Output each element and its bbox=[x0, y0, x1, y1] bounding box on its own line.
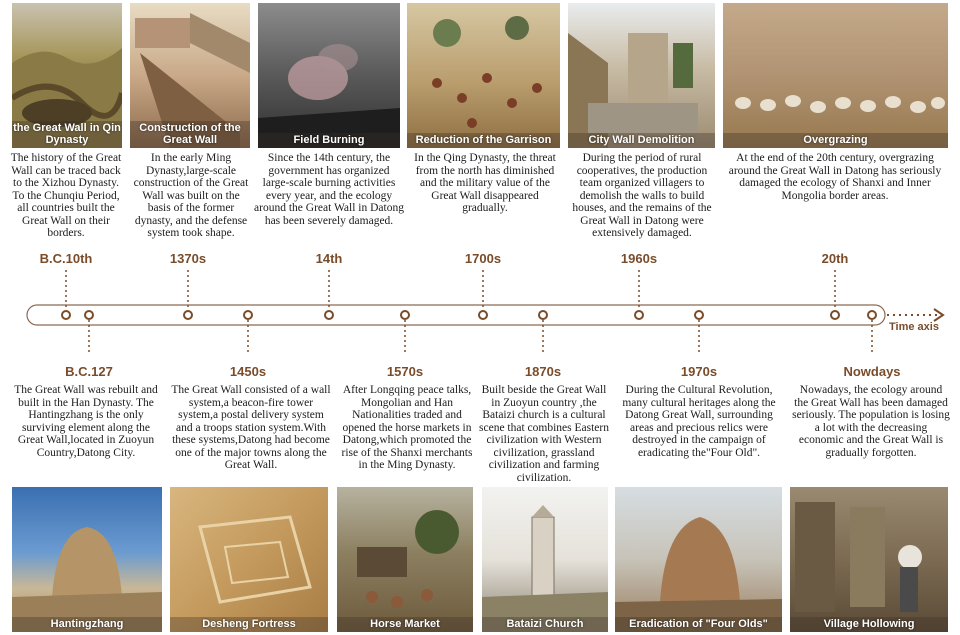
milestone-dot-1570s bbox=[401, 311, 409, 319]
milestone-label-1960s: 1960s bbox=[620, 251, 658, 266]
caption-bataizi-church: Bataizi Church bbox=[482, 617, 608, 632]
time-axis-label: Time axis bbox=[889, 321, 939, 333]
desc-four-olds: During the Cultural Revolution, many cultural heritages along the Datong Great Wall, surrounding areas and precious relics were destroyed in the campaign of eradicating the"Four Old". bbox=[622, 384, 776, 459]
photo-desheng-fortress bbox=[170, 487, 328, 632]
tower-ruin-illustration bbox=[12, 487, 162, 632]
milestone-label-nowdays: Nowdays bbox=[843, 364, 901, 379]
milestone-dot-b-c-10th bbox=[62, 311, 70, 319]
photo-bataizi-church bbox=[482, 487, 608, 632]
caption-construction: Construction of the Great Wall bbox=[130, 121, 250, 148]
caption-four-olds: Eradication of "Four Olds" bbox=[615, 617, 782, 632]
milestone-dot-1960s bbox=[635, 311, 643, 319]
village-scene-illustration bbox=[790, 487, 948, 632]
milestone-label-1700s: 1700s bbox=[464, 251, 502, 266]
desc-hantingzhang: The Great Wall was rebuilt and built in the Han Dynasty. The Hantingzhang is the only surviving element along the Great Wall,located in Zuoyun Country,Datong City. bbox=[14, 384, 158, 459]
desc-field-burning: Since the 14th century, the government has organized large-scale burning activities every year, and the ecology around the Great Wall in Datong has been severely damaged. bbox=[254, 152, 404, 227]
caption-desheng-fortress: Desheng Fortress bbox=[170, 617, 328, 632]
caption-city-wall-demolition: City Wall Demolition bbox=[568, 133, 715, 148]
desc-garrison-reduction: In the Qing Dynasty, the threat from the north has diminished and the military value of the Great Wall disappeared gradually. bbox=[414, 152, 556, 214]
milestone-dot-1370s bbox=[184, 311, 192, 319]
milestone-dot-nowdays bbox=[868, 311, 876, 319]
milestone-label-1970s: 1970s bbox=[680, 364, 718, 379]
milestone-dot-1700s bbox=[479, 311, 487, 319]
milestone-dot-1970s bbox=[695, 311, 703, 319]
photo-horse-market bbox=[337, 487, 473, 632]
caption-garrison-reduction: Reduction of the Garrison bbox=[407, 133, 560, 148]
desc-construction: In the early Ming Dynasty,large-scale construction of the Great Wall was built on the basis of the former dynasty, and the defense system took shape. bbox=[133, 152, 249, 239]
desc-bataizi-church: Built beside the Great Wall in Zuoyun country ,the Bataizi church is a cultural scene that combines Eastern civilization with Western civilization, grassland civilization and farming civilization. bbox=[479, 384, 609, 484]
desc-village-hollowing: Nowadays, the ecology around the Great Wall has been damaged seriously. The population is losing a lot with the decreasing economic and the Great Wall is gradually forgotten. bbox=[792, 384, 950, 459]
milestone-label-1870s: 1870s bbox=[524, 364, 562, 379]
caption-village-hollowing: Village Hollowing bbox=[790, 617, 948, 632]
milestone-dot-14th bbox=[325, 311, 333, 319]
caption-horse-market: Horse Market bbox=[337, 617, 473, 632]
milestone-dot-b-c-127 bbox=[85, 311, 93, 319]
milestone-label-1450s: 1450s bbox=[229, 364, 267, 379]
photo-hantingzhang bbox=[12, 487, 162, 632]
caption-overgrazing: Overgrazing bbox=[723, 133, 948, 148]
milestone-label-14th: 14th bbox=[315, 251, 343, 266]
desc-city-wall-demolition: During the period of rural cooperatives, the production team organized villagers to demolish the walls to build houses, and the remains of the Great Wall in Datong were extensively damaged. bbox=[572, 152, 712, 239]
desc-qin-great-wall: The history of the Great Wall can be traced back to the Xizhou Dynasty. To the Chunqiu Period, all countries built the Great Wall on their borders. bbox=[10, 152, 122, 239]
milestone-label-b-c-127: B.C.127 bbox=[65, 364, 113, 379]
desc-overgrazing: At the end of the 20th century, overgrazing around the Great Wall in Datong has seriously damaged the ecology of Shanxi and Inner Mongolia border areas. bbox=[728, 152, 942, 202]
market-diorama-illustration bbox=[337, 487, 473, 632]
milestone-label-1370s: 1370s bbox=[169, 251, 207, 266]
fortress-plan-illustration bbox=[170, 487, 328, 632]
church-tower-illustration bbox=[482, 487, 608, 632]
milestone-label-20th: 20th bbox=[821, 251, 849, 266]
milestone-dot-1870s bbox=[539, 311, 547, 319]
caption-qin-great-wall: the Great Wall in Qin Dynasty bbox=[13, 122, 121, 146]
milestone-label-1570s: 1570s bbox=[386, 364, 424, 379]
caption-hantingzhang: Hantingzhang bbox=[12, 617, 162, 632]
desc-desheng-fortress: The Great Wall consisted of a wall system,a beacon-fire tower system,a postal delivery system and a troops station system.With these systems,Datong had become one of the major towns along the Great Wall. bbox=[171, 384, 331, 471]
desc-horse-market: After Longqing peace talks, Mongolian and Han Nationalities traded and opened the horse markets in Datong,which promoted the rise of the Shanxi merchants in the Ming Dynasty. bbox=[341, 384, 473, 471]
ruined-tower-illustration bbox=[615, 487, 782, 632]
axis-bar bbox=[27, 305, 885, 325]
milestone-label-b-c-10th: B.C.10th bbox=[39, 251, 93, 266]
milestone-dot-1450s bbox=[244, 311, 252, 319]
photo-village-hollowing bbox=[790, 487, 948, 632]
photo-four-olds bbox=[615, 487, 782, 632]
caption-field-burning: Field Burning bbox=[258, 133, 400, 148]
milestone-dot-20th bbox=[831, 311, 839, 319]
